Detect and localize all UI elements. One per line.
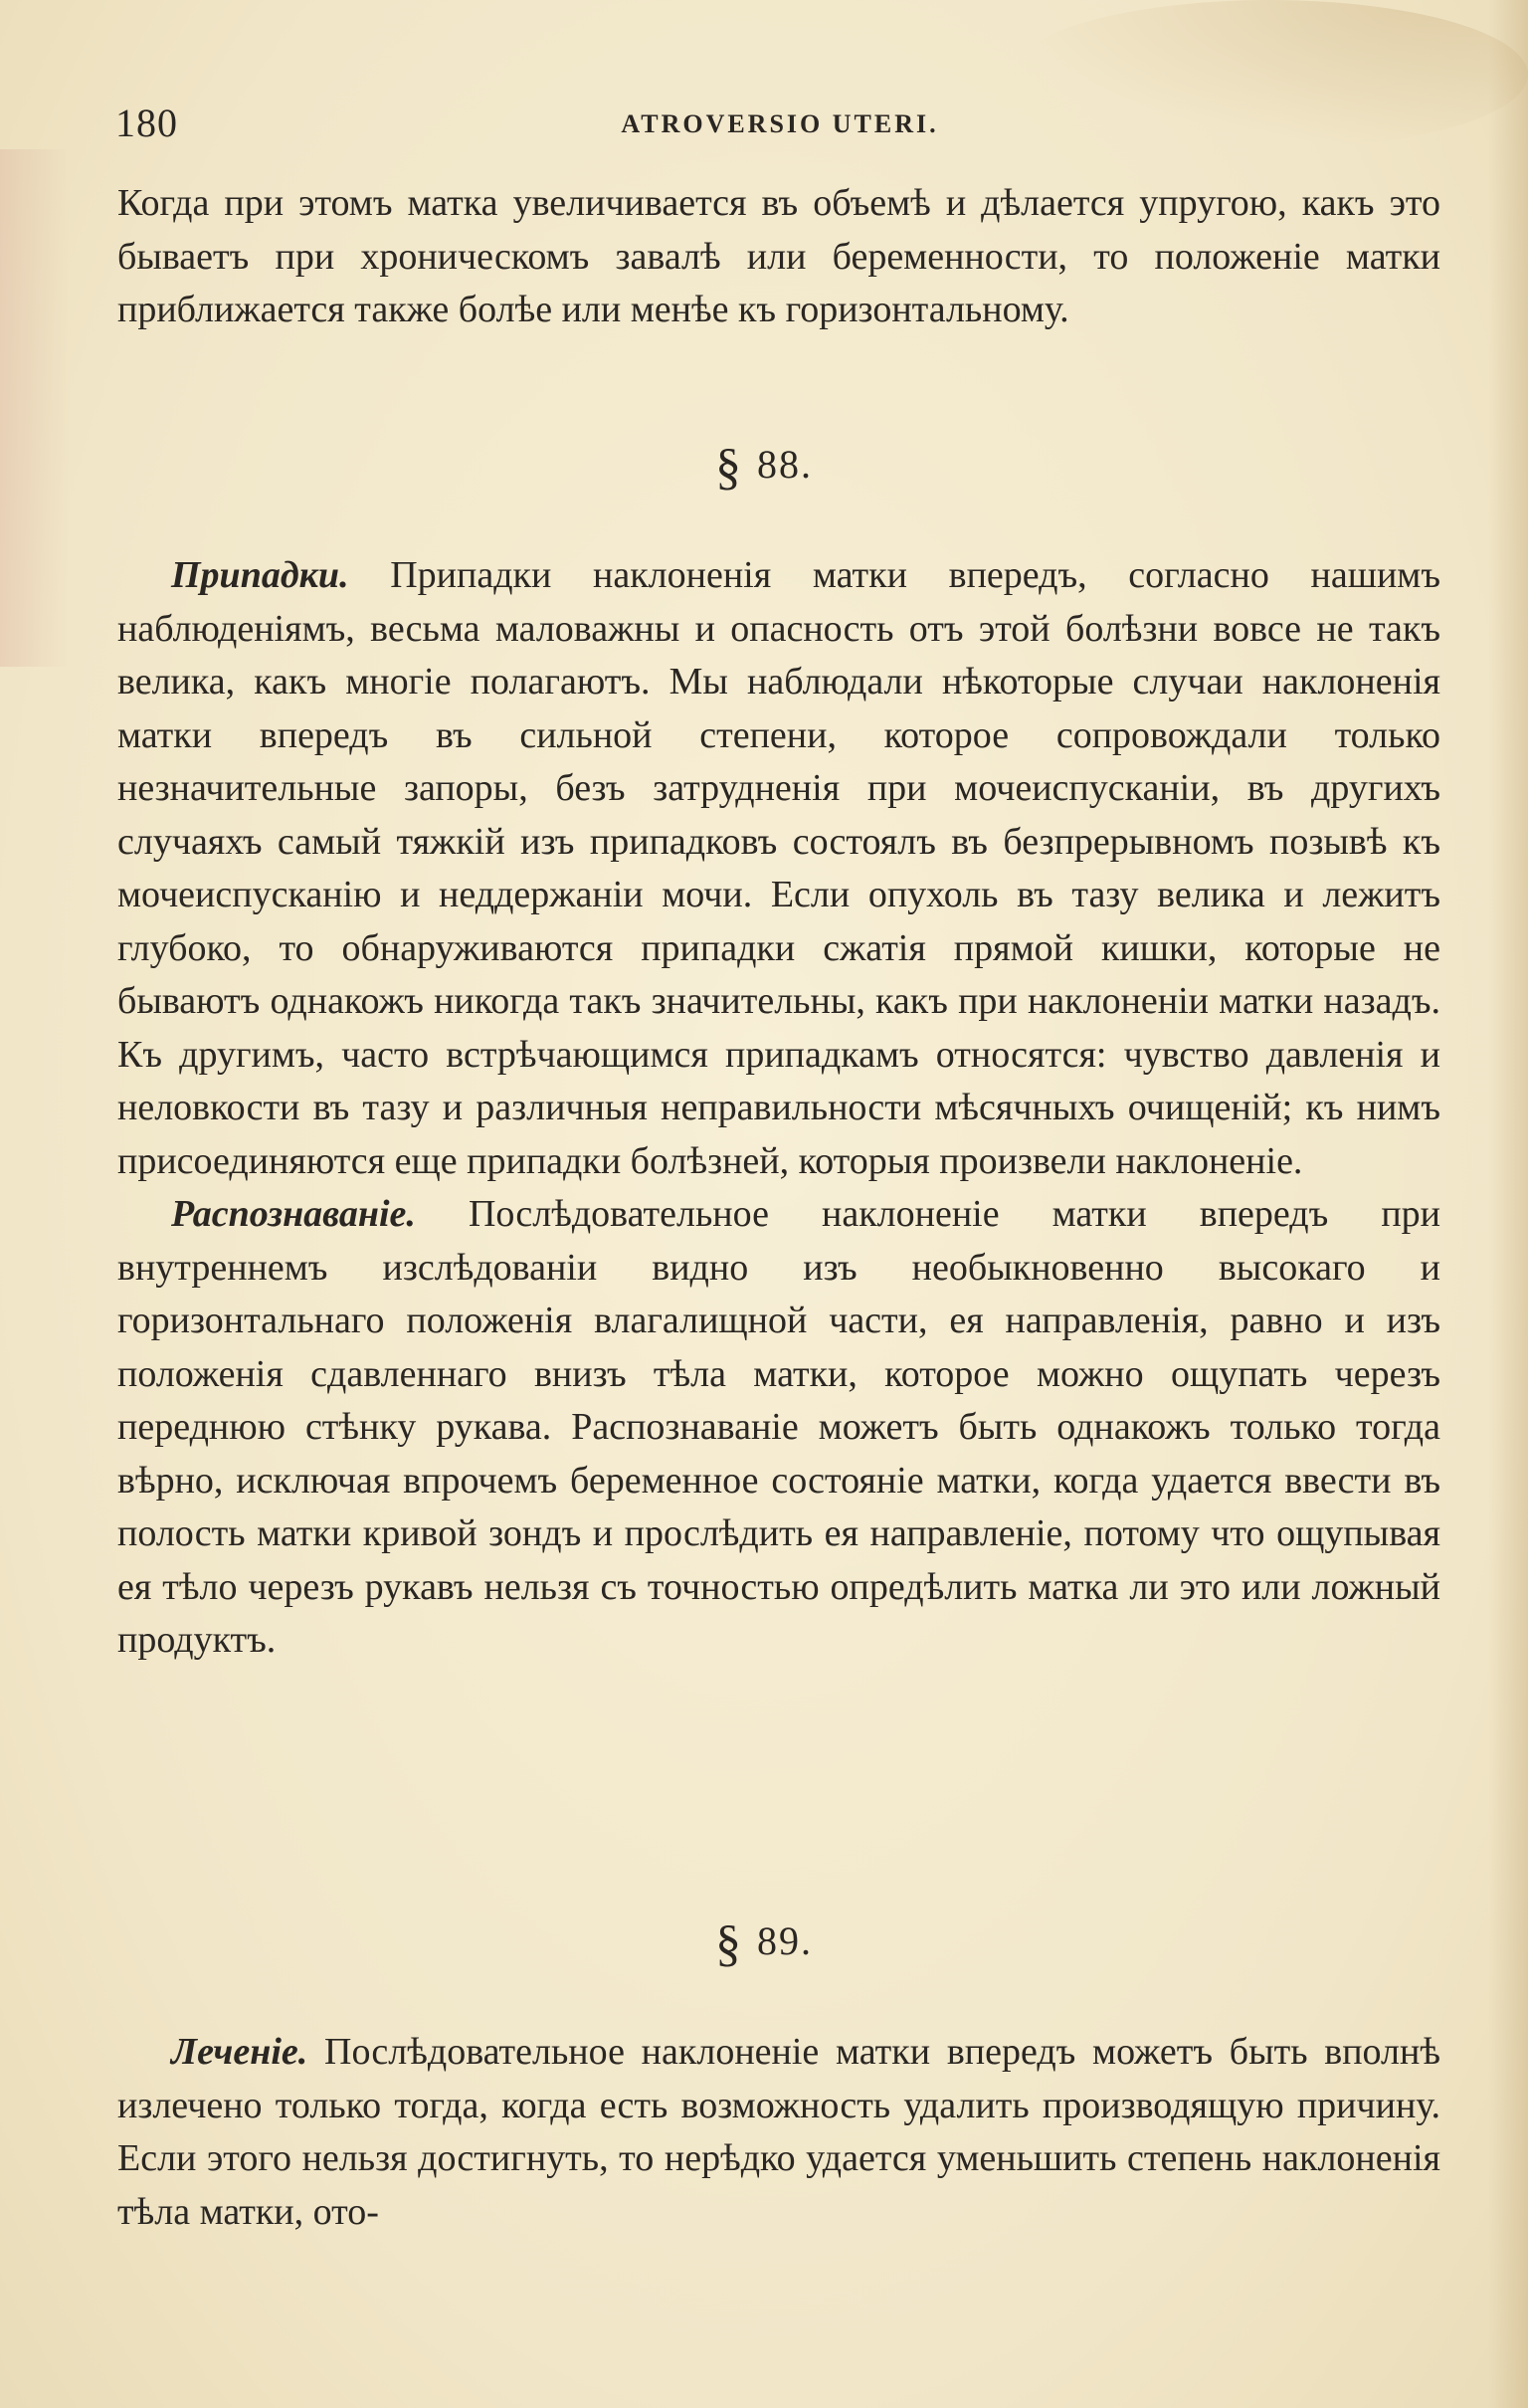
intro-text-block [117, 177, 1440, 337]
paragraph-text: Послѣдовательное наклоненіе матки впередъ при внутреннемъ изслѣдованіи видно изъ необыкновенно высокаго и горизонтальнаго положенія влагалищной части, ея направленія, равно и изъ положенія сдавленнаго внизъ тѣла матки, которое можно ощупать черезъ переднюю стѣнку рукава. Распознаваніе можетъ быть однакожъ только тогда вѣрно, исключая впрочемъ беременное состояніе матки, когда удается ввести въ полость матки кривой зондъ и прослѣдить ея направленіе, потому что ощупывая ея тѣло черезъ рукавъ нельзя съ точностью опредѣлить матка ли это или ложный продуктъ. [117, 1193, 1440, 1661]
section-88-body [117, 549, 1440, 1668]
paragraph-text: Послѣдовательное наклоненіе матки впередъ можетъ быть вполнѣ излечено только тогда, когда есть возможность удалить производящую причину. Если этого нельзя достигнуть, то нерѣдко удается уменьшить степень наклоненія тѣла матки, ото- [117, 2031, 1440, 2233]
paragraph-diagnosis [117, 1188, 1440, 1668]
section-89-body [117, 2026, 1440, 2239]
section-heading-88 [0, 438, 1528, 497]
running-title: ATROVERSIO UTERI. [621, 109, 939, 138]
paragraph-symptoms [117, 549, 1440, 1188]
section-number: 89. [757, 1918, 813, 1963]
intro-paragraph: Когда при этомъ матка увеличивается въ объемѣ и дѣлается упругою, какъ это бываетъ при хроническомъ завалѣ или беременности, то положеніе матки приближается также болѣе или менѣе къ горизонтальному. [117, 182, 1440, 330]
section-symbol: § [715, 1915, 743, 1972]
section-symbol: § [715, 439, 743, 496]
paragraph-term: Леченіе. [171, 2031, 308, 2073]
paragraph-term: Распознаваніе. [171, 1193, 416, 1235]
paper-edge-shadow [1488, 0, 1528, 2408]
paper-stain [0, 149, 70, 667]
running-head [115, 100, 1444, 149]
paragraph-text: Припадки наклоненія матки впередъ, согласно нашимъ наблюденіямъ, весьма маловажны и опасность отъ этой болѣзни вовсе не такъ велика, какъ многіе полагаютъ. Мы наблюдали нѣкоторые случаи наклоненія матки впередъ въ сильной степени, которое сопровождали только незначительные запоры, безъ затрудненія при мочеиспусканіи, въ другихъ случаяхъ самый тяжкій изъ припадковъ состоялъ въ безпрерывномъ позывѣ къ мочеиспусканію и неддержаніи мочи. Если опухоль въ тазу велика и лежитъ глубоко, то обнаруживаются припадки сжатія прямой кишки, которые не бываютъ однакожъ никогда такъ значительны, какъ при наклоненіи матки назадъ. Къ другимъ, часто встрѣчающимся припадкамъ относятся: чувство давленія и неловкости въ тазу и различныя неправильности мѣсячныхъ очищеній; къ нимъ присоединяются еще припадки болѣзней, которыя произвели наклоненіе. [117, 554, 1440, 1182]
paragraph-term: Припадки. [171, 554, 349, 596]
page-number: 180 [115, 100, 178, 145]
section-heading-89 [0, 1914, 1528, 1973]
paragraph-treatment [117, 2026, 1440, 2239]
section-number: 88. [757, 442, 813, 487]
